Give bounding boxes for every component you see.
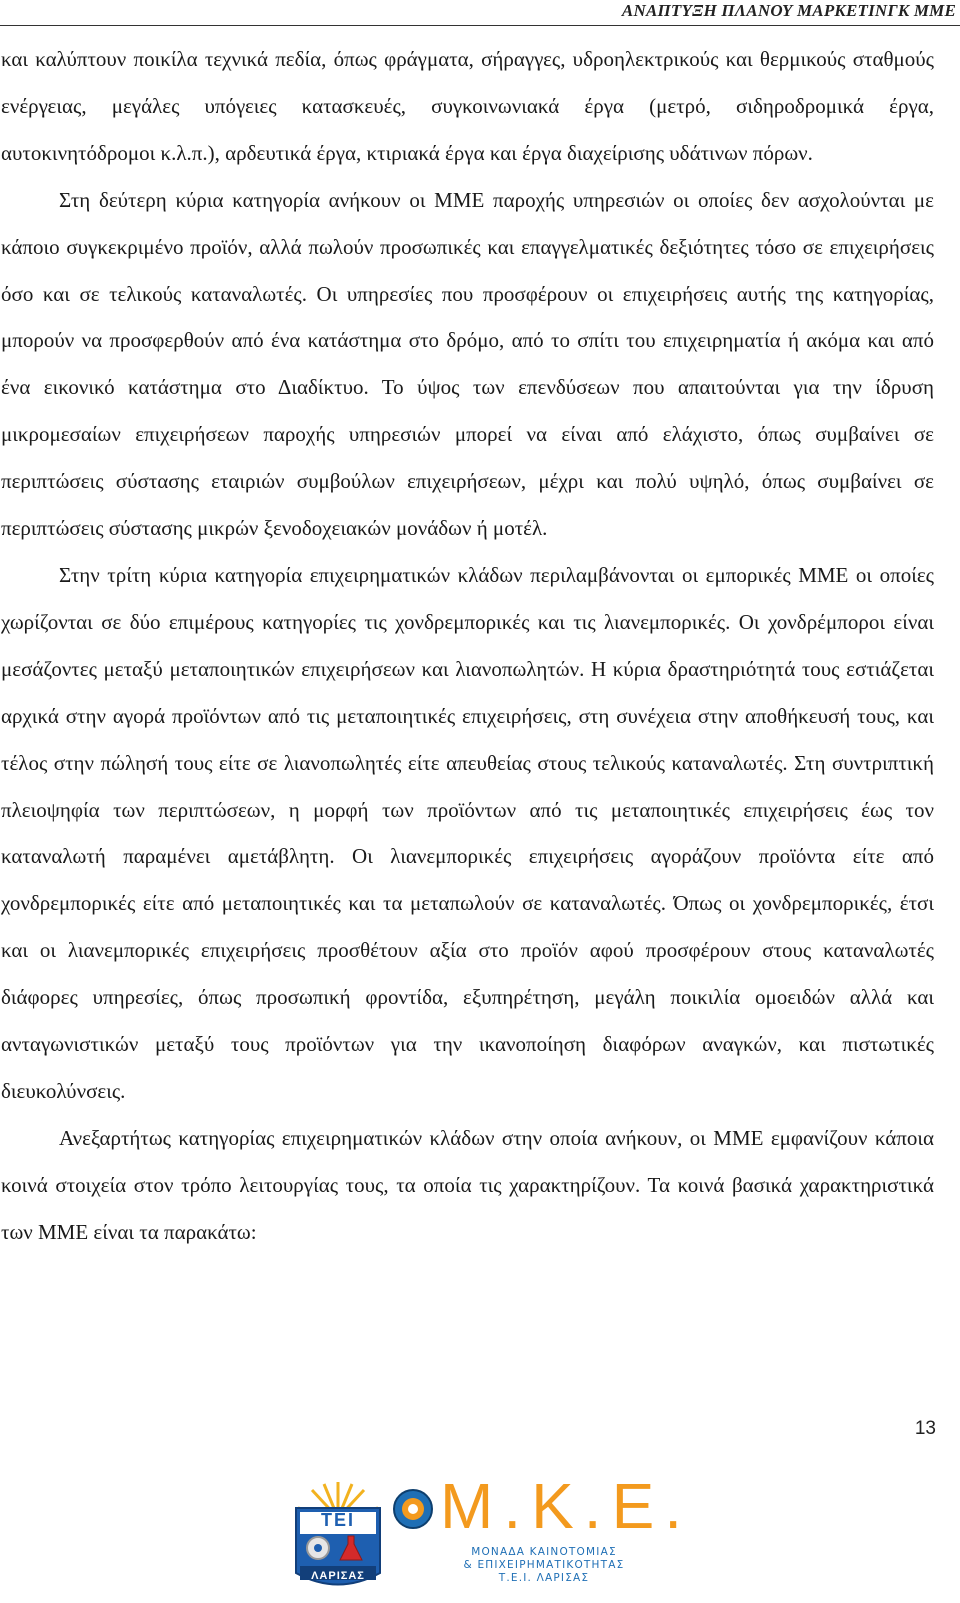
document-body <box>1 36 934 1256</box>
paragraph-3: Στην τρίτη κύρια κατηγορία επιχειρηματικών κλάδων περιλαμβάνονται οι εμπορικές ΜΜΕ οι οποίες χωρίζονται σε δύο επιμέρους κατηγορίες τις χονδρεμπορικές και τις λιανεμπορικές. Οι χονδρέμποροι είναι μεσάζοντες μεταξύ μεταποιητικών επιχειρήσεων και λιανοπωλητών. Η κύρια δραστηριότητά τους εστιάζεται αρχικά στην αγορά προϊόντων από τις μεταποιητικές επιχειρήσεις, στη συνέχεια στην αποθήκευσή τους, και τέλος στην πώλησή τους είτε σε λιανοπωλητές είτε απευθείας στους τελικούς καταναλωτές. Στη συντριπτική πλειοψηφία των περιπτώσεων, η μορφή των προϊόντων από τις μεταποιητικές επιχειρήσεις έως τον καταναλωτή παραμένει αμετάβλητη. Οι λιανεμπορικές επιχειρήσεις αγοράζουν προϊόντα είτε από χονδρεμπορικές είτε από μεταποιητικές και τα μεταπωλούν σε καταναλωτές. Όπως οι χονδρεμπορικές, έτσι και οι λιανεμπορικές επιχειρήσεις προσθέτουν αξία στο προϊόν αφού προσφέρουν στους καταναλωτές διάφορες υπηρεσίες, όπως προσωπική φροντίδα, εξυπηρέτηση, μεγάλη ποικιλία ομοειδών αλλά και ανταγωνιστικών μεταξύ τους προϊόντων για την ικανοποίηση διαφόρων αναγκών, και πιστωτικές διευκολύνσεις. <box>1 562 934 1103</box>
tei-logo-city: ΛΑΡΙΣΑΣ <box>311 1570 365 1582</box>
mke-title: Μ.Κ.Ε. <box>440 1470 693 1542</box>
mke-subtitle-line-2: & ΕΠΙΧΕΙΡΗΜΑΤΙΚΟΤΗΤΑΣ <box>463 1559 625 1571</box>
running-header-title: ΑΝΑΠΤΥΞΗ ΠΛΑΝΟΥ ΜΑΡΚΕΤΙΝΓΚ ΜΜΕ <box>621 1 956 20</box>
mke-emblem-icon <box>392 1488 434 1530</box>
page-number: 13 <box>914 1418 936 1439</box>
paragraph-4: Ανεξαρτήτως κατηγορίας επιχειρηματικών κλάδων στην οποία ανήκουν, οι ΜΜΕ εμφανίζουν κάποια κοινά στοιχεία στον τρόπο λειτουργίας τους, τα οποία τις χαρακτηρίζουν. Τα κοινά βασικά χαρακτηριστικά των ΜΜΕ είναι τα παρακάτω: <box>1 1125 934 1244</box>
mke-logo <box>392 1470 693 1590</box>
mke-subtitle-line-3: Τ.Ε.Ι. ΛΑΡΙΣΑΣ <box>498 1572 590 1584</box>
tei-logo-text: ΤΕΙ <box>320 1510 355 1530</box>
mke-subtitle-line-1: ΜΟΝΑΔΑ ΚΑΙΝΟΤΟΜΙΑΣ <box>471 1546 617 1558</box>
tei-larissa-logo <box>288 1478 388 1598</box>
page-header <box>0 0 960 26</box>
footer-logos <box>288 1468 693 1598</box>
paragraph-1: και καλύπτουν ποικίλα τεχνικά πεδία, όπως φράγματα, σήραγγες, υδροηλεκτρικούς και θερμικούς σταθμούς ενέργειας, μεγάλες υπόγειες κατασκευές, συγκοινωνιακά έργα (μετρό, σιδηροδρομικά έργα, αυτοκινητόδρομοι κ.λ.π.), αρδευτικά έργα, κτιριακά έργα και έργα διαχείρισης υδάτινων πόρων. <box>1 47 934 165</box>
paragraph-2: Στη δεύτερη κύρια κατηγορία ανήκουν οι ΜΜΕ παροχής υπηρεσιών οι οποίες δεν ασχολούνται με κάποιο συγκεκριμένο προϊόν, αλλά πωλούν προσωπικές και επαγγελματικές δεξιότητες τόσο σε επιχειρήσεις όσο και σε τελικούς καταναλωτές. Οι υπηρεσίες που προσφέρουν οι επιχειρήσεις αυτής της κατηγορίας, μπορούν να προσφερθούν από ένα κατάστημα στο δρόμο, από το σπίτι του επιχειρηματία ή ακόμα και από ένα εικονικό κατάστημα στο Διαδίκτυο. Το ύψος των επενδύσεων που απαιτούνται για την ίδρυση μικρομεσαίων επιχειρήσεων παροχής υπηρεσιών μπορεί να είναι από ελάχιστο, όπως συμβαίνει σε περιπτώσεις σύστασης εταιριών συμβούλων επιχειρήσεων, μέχρι και πολύ υψηλό, όπως συμβαίνει σε περιπτώσεις σύστασης μικρών ξενοδοχειακών μονάδων ή μοτέλ. <box>1 187 934 541</box>
